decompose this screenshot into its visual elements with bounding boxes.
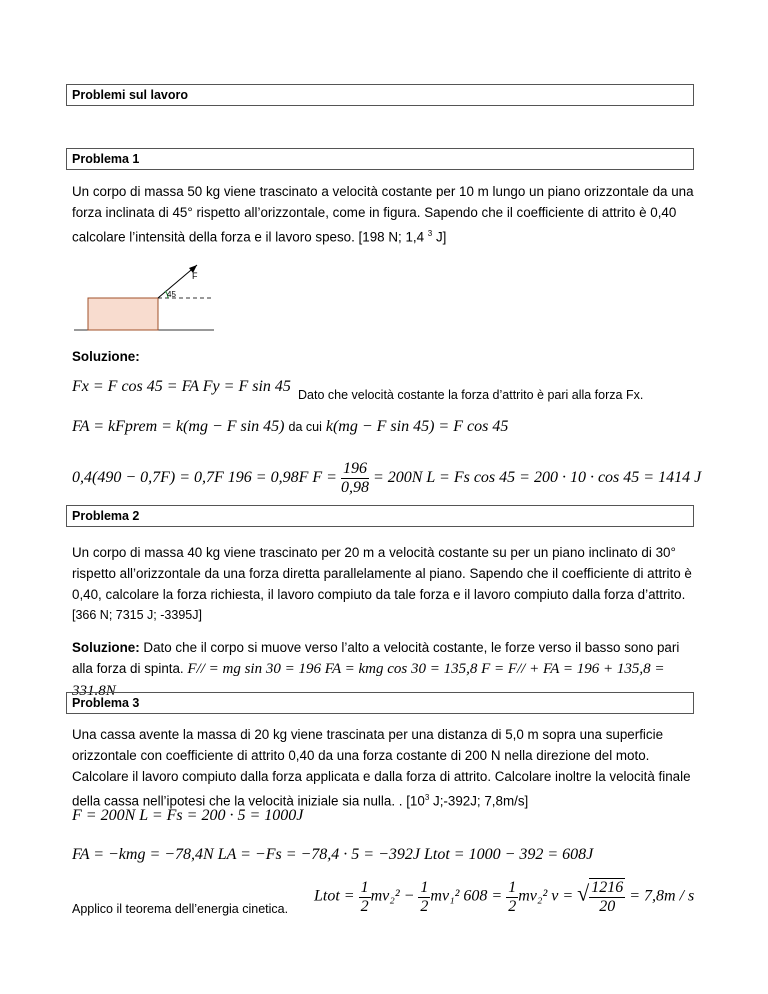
force-label: F [192,271,198,281]
p1-equation-2: FA = kFprem = k(mg − F sin 45) da cui k(mg − F sin 45) = F cos 45 [72,418,509,435]
document-title: Problemi sul lavoro [66,84,694,106]
p3-equation-2: FA = −kmg = −78,4N LA = −Fs = −78,4 · 5 = −392J Ltot = 1000 − 392 = 608J [72,846,594,863]
p1-note: Dato che velocità costante la forza d’attrito è pari alla forza Fx. [298,388,644,402]
p1-equation-3: 0,4(490 − 0,7F) = 0,7F 196 = 0,98F F = $\frac{196}{0,98}$ = 200N L = Fs cos 45 = 200 · 10 · cos 45 = 1414 J [72,460,702,496]
problem-3-text: Una cassa avente la massa di 20 kg viene trascinata per una distanza di 5,0 m sopra una superficie orizzontale con coefficiente di attrito 0,40 da una forza costante di 200 N nella direzione del moto. Calcolare il lavoro compiuto dalla forza applicata e dalla forza di attrito. Calcolare inoltre la velocità finale della cassa nell’ipotesi che la velocità iniziale sia nulla. . [$10^3$ J;-392J; 7,8m/s] [72,727,691,809]
problem-3-header: Problema 3 [66,692,694,714]
p1-solution-label: Soluzione: [72,349,140,364]
problem-2-header: Problema 2 [66,505,694,527]
p3-equation-3: Ltot = $\frac{1}{2}$ mv₂² − $\frac{1}{2}$ mv₁² 608 = $\frac{1}{2}$ mv₂² v = √ $\frac{1216}{20}$ = 7,8m / s [314,878,695,915]
problem-2-solution: Soluzione: Dato che il corpo si muove verso l’alto a velocità costante, le forze verso il basso sono pari alla forza di spinta. F// = mg sin 30 = 196 FA = kmg cos 30 = 135,8 F = F// + FA = 196 + 135,8 = 331.8N [72,640,680,699]
angle-label: 45 [167,290,176,299]
p1-equation-1: Fx = F cos 45 = FA Fy = F sin 45 [72,378,291,395]
exponent: 3 [427,229,433,238]
p3-theorem-note: Applico il teorema dell’energia cinetica. [72,902,289,916]
exponent: 3 [424,793,430,802]
problem-1-header: Problema 1 [66,148,694,170]
problem-2-text: Un corpo di massa 40 kg viene trascinato per 20 m a velocità costante su per un piano inclinato di 30° rispetto all’orizzontale da una forza diretta parallelamente al piano. Sapendo che il coefficiente di attrito è 0,40, calcolare la forza richiesta, il lavoro compiuto da tale forza e il lavoro compiuto dalla forza d’attrito. [72,545,692,602]
block [88,298,158,330]
problem-1-text: Un corpo di massa 50 kg viene trascinato a velocità costante per 10 m lungo un piano orizzontale da una forza inclinata di 45° rispetto all’orizzontale, come in figura. Sapendo che il coefficiente di attrito è 0,40 calcolare l’intensità della forza e il lavoro speso. [198 N; 1,4 $^3$ J] [72,184,694,245]
problem-1-figure [70,262,220,337]
problem-2-answer: [366 N; 7315 J; -3395J] [72,608,202,622]
p3-equation-1: F = 200N L = Fs = 200 · 5 = 1000J [72,807,304,824]
